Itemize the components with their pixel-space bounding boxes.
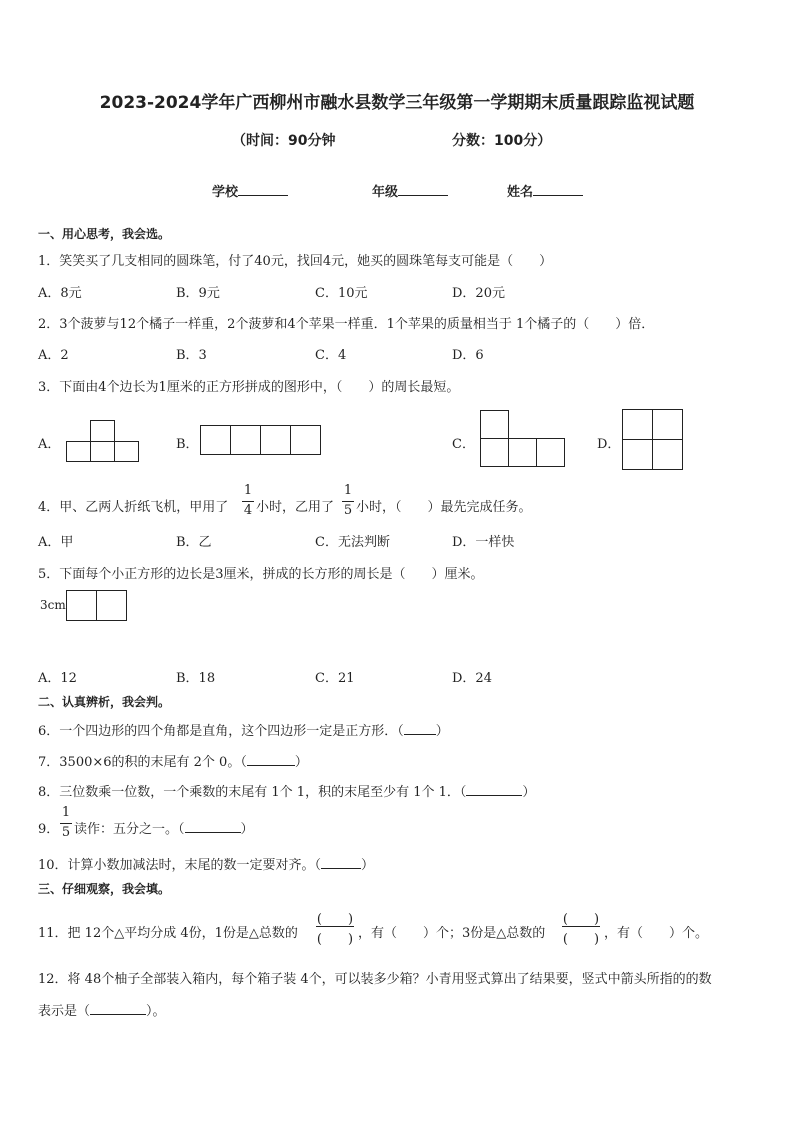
q6-close: ） <box>435 724 449 739</box>
q7-text: 7．3500×6的积的末尾有 2个 0。（ <box>38 755 247 770</box>
square-cell <box>260 425 291 455</box>
q4-option-a: A．甲 <box>38 535 74 550</box>
q10-answer-blank[interactable] <box>321 856 361 869</box>
q1-option-c: C．10元 <box>315 286 368 301</box>
question-12-line-2 <box>38 1000 166 1019</box>
q5-square-cell <box>66 590 97 621</box>
q4-fraction-2-denominator: 5 <box>343 503 353 518</box>
section-2-heading: 二、认真辨析，我会判。 <box>38 695 171 709</box>
q8-answer-blank[interactable] <box>466 783 522 796</box>
square-cell <box>90 420 115 442</box>
question-6 <box>38 720 449 739</box>
question-5: 5．下面每个小正方形的边长是3厘米，拼成的长方形的周长是（ ）厘米。 <box>38 567 484 582</box>
q2-option-d: D．6 <box>452 348 484 363</box>
q5-side-label: 3cm <box>40 598 66 612</box>
q7-close: ） <box>294 755 308 770</box>
name-field <box>507 181 583 200</box>
q9-text: 读作：五分之一。（ <box>74 822 185 837</box>
question-11-part-a: 11．把 12个△平均分成 4份，1份是△总数的 <box>38 926 298 941</box>
question-1: 1．笑笑买了几支相同的圆珠笔，付了40元，找回4元，她买的圆珠笔每支可能是（ ） <box>38 254 553 269</box>
question-10 <box>38 854 374 873</box>
square-cell <box>508 438 537 467</box>
question-3: 3．下面由4个边长为1厘米的正方形拼成的图形中，（ ）的周长最短。 <box>38 380 460 395</box>
q5-option-b: B．18 <box>176 671 216 686</box>
exam-score: 分数：100分） <box>452 133 552 149</box>
q12-text: 表示是（ <box>38 1004 91 1019</box>
q3-option-d: D． <box>597 437 621 452</box>
q10-close: ） <box>361 858 375 873</box>
exam-time: （时间：90分钟 <box>232 133 336 149</box>
q5-option-d: D．24 <box>452 671 492 686</box>
square-cell <box>622 409 653 440</box>
section-3-heading: 三、仔细观察，我会填。 <box>38 882 171 896</box>
question-12-line-1: 12．将 48个柚子全部装入箱内，每个箱子装 4个，可以装多少箱？小青用竖式算出了结果要，竖式中箭头所指的的数 <box>38 972 712 987</box>
question-8 <box>38 781 535 800</box>
q5-option-c: C．21 <box>315 671 355 686</box>
name-blank <box>533 183 583 196</box>
school-blank <box>238 183 288 196</box>
square-cell <box>536 438 565 467</box>
q9-fraction-numerator: 1 <box>61 805 71 820</box>
q8-close: ） <box>522 785 536 800</box>
question-11-part-b: ，有（ ）个；3份是△总数的 <box>358 926 546 941</box>
q7-answer-blank[interactable] <box>247 753 295 766</box>
q3-option-a: A． <box>38 437 61 452</box>
q10-text: 10．计算小数加减法时，末尾的数一定要对齐。（ <box>38 858 322 873</box>
square-cell <box>622 439 653 470</box>
q11-fraction-2-numerator-blank[interactable]: ( ) <box>562 912 600 927</box>
square-cell <box>90 441 115 462</box>
q4-option-d: D．一样快 <box>452 535 515 550</box>
fraction-bar <box>562 926 600 927</box>
q5-option-a: A．12 <box>38 671 77 686</box>
grade-blank <box>398 183 448 196</box>
q1-option-b: B．9元 <box>176 286 220 301</box>
q6-answer-blank[interactable] <box>404 722 436 735</box>
q9-answer-blank[interactable] <box>185 820 241 833</box>
q12-close: ）。 <box>146 1004 166 1019</box>
grade-label: 年级 <box>372 185 399 200</box>
question-11-part-c: ，有（ ）个。 <box>604 926 709 941</box>
q1-option-d: D．20元 <box>452 286 505 301</box>
q12-answer-blank[interactable] <box>90 1002 146 1015</box>
question-4-part-c: 小时，（ ）最先完成任务。 <box>356 500 532 515</box>
q8-text: 8．三位数乘一位数，一个乘数的末尾有 1个 1，积的末尾至少有 1个 1．（ <box>38 785 467 800</box>
q9-fraction-denominator: 5 <box>61 825 71 840</box>
section-1-heading: 一、用心思考，我会选。 <box>38 227 171 241</box>
square-cell <box>66 441 91 462</box>
fraction-bar <box>316 926 354 927</box>
question-2: 2．3个菠萝与12个橘子一样重，2个菠萝和4个苹果一样重．1个苹果的质量相当于 1个橘子的（ ）倍． <box>38 317 655 332</box>
q1-option-a: A．8元 <box>38 286 82 301</box>
q9-number: 9． <box>38 822 60 837</box>
square-cell <box>480 438 509 467</box>
q4-option-b: B．乙 <box>176 535 212 550</box>
q11-fraction-1-denominator-blank[interactable]: ( ) <box>316 932 354 947</box>
square-cell <box>652 439 683 470</box>
question-9 <box>74 818 254 837</box>
square-cell <box>230 425 261 455</box>
q4-fraction-1-denominator: 4 <box>243 503 253 518</box>
q3-option-b: B． <box>176 437 199 452</box>
page-title: 2023-2024学年广西柳州市融水县数学三年级第一学期期末质量跟踪监视试题 <box>99 93 695 113</box>
square-cell <box>200 425 231 455</box>
q5-square-cell <box>96 590 127 621</box>
school-label: 学校 <box>212 185 239 200</box>
fraction-bar <box>342 501 354 502</box>
q3-option-c: C． <box>452 437 475 452</box>
q2-option-a: A．2 <box>38 348 69 363</box>
q11-fraction-1-numerator-blank[interactable]: ( ) <box>316 912 354 927</box>
q2-option-b: B．3 <box>176 348 207 363</box>
grade-field <box>372 181 448 200</box>
fraction-bar <box>60 823 72 824</box>
q2-option-c: C．4 <box>315 348 347 363</box>
q11-fraction-2-denominator-blank[interactable]: ( ) <box>562 932 600 947</box>
q4-option-c: C．无法判断 <box>315 535 390 550</box>
question-4-part-b: 小时，乙用了 <box>256 500 335 515</box>
question-4-part-a: 4．甲、乙两人折纸飞机，甲用了 <box>38 500 229 515</box>
square-cell <box>290 425 321 455</box>
q9-close: ） <box>240 822 254 837</box>
fraction-bar <box>242 501 254 502</box>
square-cell <box>652 409 683 440</box>
name-label: 姓名 <box>507 185 534 200</box>
school-field <box>212 181 288 200</box>
question-7 <box>38 751 308 770</box>
q4-fraction-1-numerator: 1 <box>243 483 253 498</box>
square-cell <box>114 441 139 462</box>
square-cell <box>480 410 509 439</box>
q4-fraction-2-numerator: 1 <box>343 483 353 498</box>
q6-text: 6．一个四边形的四个角都是直角，这个四边形一定是正方形．（ <box>38 724 404 739</box>
